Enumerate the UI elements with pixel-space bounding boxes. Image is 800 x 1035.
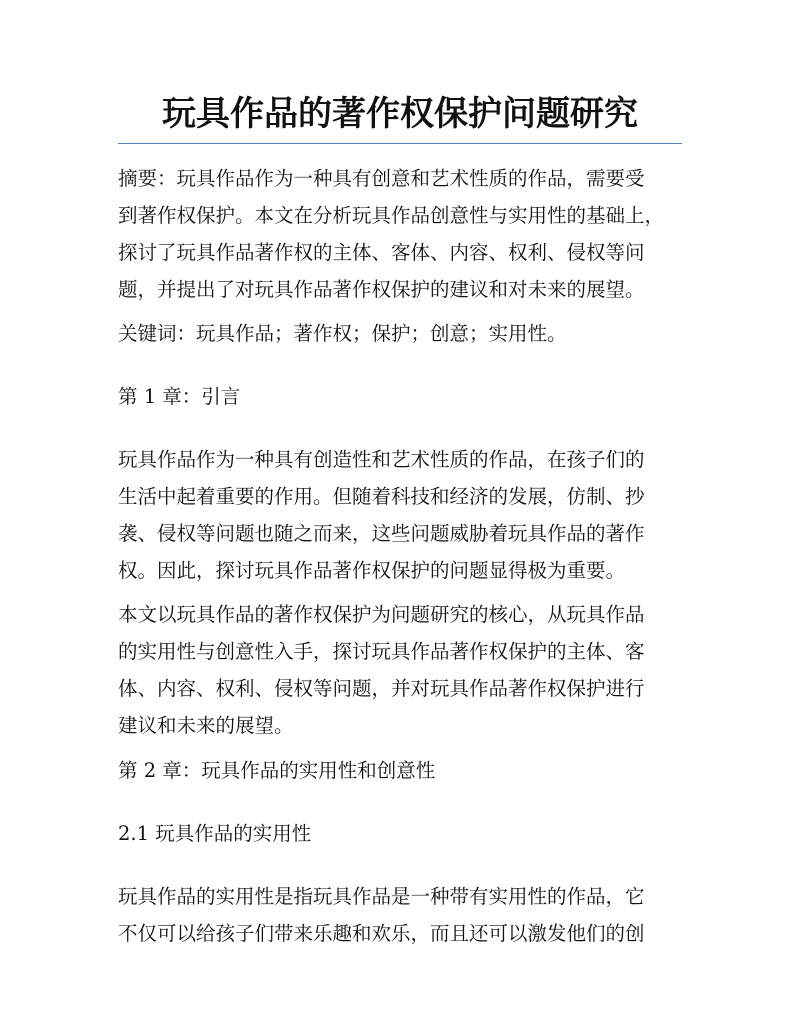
abstract-paragraph — [118, 160, 684, 308]
chapter2-heading-text: 第 2 章：玩具作品的实用性和创意性 — [118, 759, 436, 782]
paragraph-line: 本文以玩具作品的著作权保护为问题研究的核心，从玩具作品 — [118, 603, 645, 626]
paragraph-line: 玩具作品作为一种具有创造性和艺术性质的作品，在孩子们的 — [118, 448, 645, 471]
paragraph-line: 袭、侵权等问题也随之而来，这些问题威胁着玩具作品的著作 — [118, 522, 645, 545]
paragraph-line: 不仅可以给孩子们带来乐趣和欢乐，而且还可以激发他们的创 — [118, 922, 645, 945]
document-title: 玩具作品的著作权保护问题研究 — [162, 94, 638, 134]
paragraph-line: 生活中起着重要的作用。但随着科技和经济的发展，仿制、抄 — [118, 485, 645, 508]
section2-1-paragraph — [118, 878, 684, 952]
abstract-line: 摘要：玩具作品作为一种具有创意和艺术性质的作品，需要受 — [118, 167, 645, 190]
section2-1-heading — [118, 815, 684, 852]
keywords-line: 关键词：玩具作品；著作权；保护；创意；实用性。 — [118, 322, 567, 345]
abstract-line: 探讨了玩具作品著作权的主体、客体、内容、权利、侵权等问 — [118, 241, 645, 264]
chapter1-heading — [118, 378, 684, 415]
paragraph-line: 的实用性与创意性入手，探讨玩具作品著作权保护的主体、客 — [118, 640, 645, 663]
paragraph-line: 玩具作品的实用性是指玩具作品是一种带有实用性的作品，它 — [118, 885, 645, 908]
paragraph-line: 体、内容、权利、侵权等问题，并对玩具作品著作权保护进行 — [118, 677, 645, 700]
chapter2-heading — [118, 752, 684, 789]
chapter1-paragraph-2 — [118, 596, 684, 744]
abstract-line: 题，并提出了对玩具作品著作权保护的建议和对未来的展望。 — [118, 278, 645, 301]
section2-1-heading-text: 2.1 玩具作品的实用性 — [118, 822, 312, 845]
paragraph-line: 权。因此，探讨玩具作品著作权保护的问题显得极为重要。 — [118, 559, 626, 582]
title-underline — [118, 143, 682, 144]
chapter1-heading-text: 第 1 章：引言 — [118, 385, 241, 408]
keywords-paragraph — [118, 315, 684, 352]
paragraph-line: 建议和未来的展望。 — [118, 714, 294, 737]
abstract-line: 到著作权保护。本文在分析玩具作品创意性与实用性的基础上， — [118, 204, 665, 227]
chapter1-paragraph-1 — [118, 441, 684, 589]
